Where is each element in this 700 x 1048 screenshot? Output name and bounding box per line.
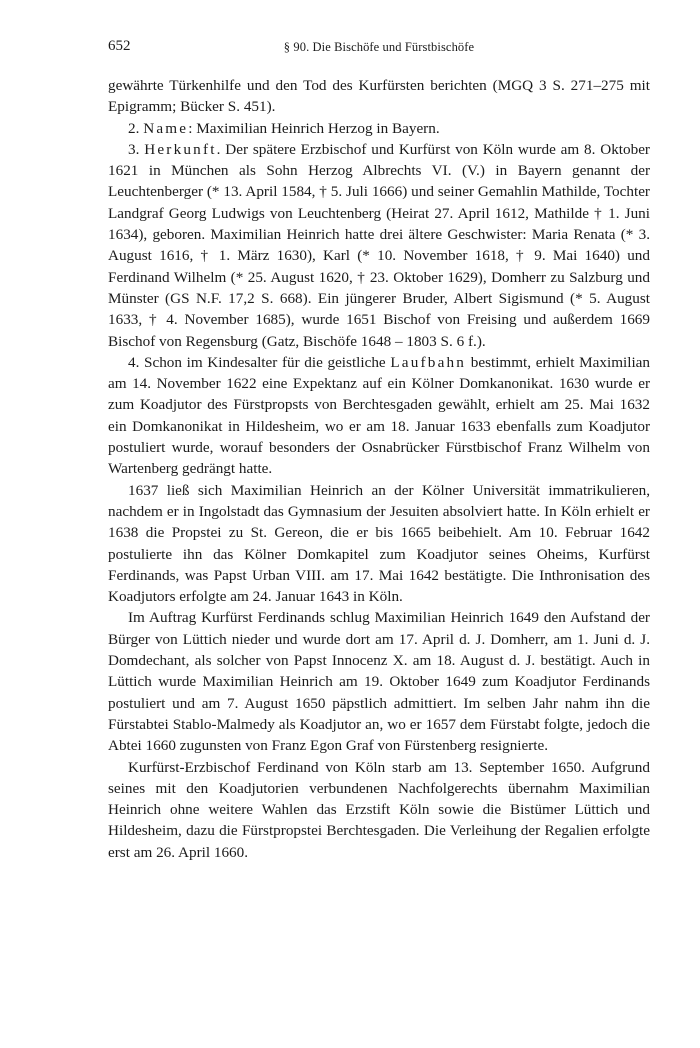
paragraph-text: bestimmt, erhielt Maximilian am 14. November 1622 eine Expektanz auf ein Kölner Domkanonikat. 1630 wurde er zum Koadjutor des Fürstpropsts von Berchtesgaden gewählt, erhielt am 25. Mai 1632 ein Domkanonikat in Hildesheim, wo er am 18. Januar 1633 ebenfalls zum Koadjutor postuliert wurde, worauf besonders der Osnabrücker Fürstbischof Franz Wilhelm von Wartenberg gedrängt hatte. bbox=[108, 353, 651, 478]
running-title: § 90. Die Bischöfe und Fürstbischöfe bbox=[283, 40, 475, 54]
page-number: 652 bbox=[108, 38, 131, 54]
paragraph bbox=[108, 139, 650, 352]
paragraph-text: 3. bbox=[128, 140, 145, 158]
paragraph-text: 2. bbox=[128, 119, 144, 137]
paragraph-text: 4. Schon im Kindesalter für die geistliche bbox=[128, 353, 391, 371]
section-keyword: Herkunft bbox=[144, 140, 217, 158]
paragraph bbox=[108, 75, 650, 118]
paragraph bbox=[108, 480, 650, 608]
paragraph bbox=[108, 757, 650, 863]
paragraph-text: : Maximilian Heinrich Herzog in Bayern. bbox=[188, 119, 440, 137]
paragraph bbox=[108, 118, 650, 139]
section-keyword: Laufbahn bbox=[390, 353, 467, 371]
body-text bbox=[108, 75, 650, 863]
paragraph-text: 1637 ließ sich Maximilian Heinrich an der Kölner Universität immatrikulieren, nachdem er in Ingolstadt das Gymnasium der Jesuiten absolviert hatte. In Köln erhielt er 1638 die Propstei zu St. Gereon, die er bis 1665 beibehielt. Am 10. Februar 1642 postulierte ihn das Kölner Domkapitel zum Koadjutor seines Oheims, Kurfürst Ferdinands, was Papst Urban VIII. am 17. Mai 1642 bestätigte. Die Inthronisation des Koadjutors erfolgte am 24. Januar 1643 in Köln. bbox=[108, 481, 650, 606]
paragraph-text: Im Auftrag Kurfürst Ferdinands schlug Maximilian Heinrich 1649 den Aufstand der Bürger von Lüttich nieder und wurde dort am 17. April d. J. Domherr, am 1. Juni d. J. Domdechant, als solcher von Papst Innocenz X. am 18. August d. J. bestätigt. Auch in Lüttich wurde Maximilian Heinrich am 19. Oktober 1649 zum Koadjutor Ferdinands postuliert und am 7. August 1650 päpstlich admittiert. Im selben Jahr nahm ihn die Fürstabtei Stablo-Malmedy als Koadjutor an, wo er 1657 dem Fürstabt folgte, jedoch die Abtei 1660 zugunsten von Franz Egon Graf von Fürstenberg resignierte. bbox=[108, 609, 650, 755]
paragraph-text: . Der spätere Erzbischof und Kurfürst von Köln wurde am 8. Oktober 1621 in München als Sohn Herzog Albrechts VI. (V.) in Bayern genannt der Leuchtenberger (* 13. April 1584, † 5. Juli 1666) und seiner Gemahlin Mathilde, Tochter Landgraf Georg Ludwigs von Leuchtenberg (Heirat 27. April 1612, Mathilde † 1. Juni 1634), geboren. Maximilian Heinrich hatte drei ältere Geschwister: Maria Renata (* 3. August 1616, † 1. März 1630), Karl (* 10. November 1618, † 9. Mai 1640) und Ferdinand Wilhelm (* 25. August 1620, † 23. Oktober 1629), Domherr zu Salzburg und Münster (GS N.F. 17,2 S. 668). Ein jüngerer Bruder, Albert Sigismund (* 5. August 1633, † 4. November 1685), wurde 1651 Bischof von Freising und außerdem 1669 Bischof von Regensburg (Gatz, Bischöfe 1648 – 1803 S. 6 f.). bbox=[108, 140, 650, 350]
paragraph bbox=[108, 607, 650, 756]
section-keyword: Name bbox=[143, 119, 189, 137]
paragraph-text: Kurfürst-Erzbischof Ferdinand von Köln starb am 13. September 1650. Aufgrund seines mit den Koadjutorien verbundenen Nachfolgerechts übernahm Maximilian Heinrich ohne weitere Wahlen das Erzstift Köln sowie die Bistümer Lüttich und Hildesheim, dazu die Fürstpropstei Berchtesgaden. Die Verleihung der Regalien erfolgte erst am 26. April 1660. bbox=[108, 758, 650, 861]
paragraph-text: gewährte Türkenhilfe und den Tod des Kurfürsten berichten (MGQ 3 S. 271–275 mit Epigramm; Bücker S. 451). bbox=[108, 77, 650, 116]
running-head bbox=[108, 38, 650, 60]
paragraph bbox=[108, 352, 650, 480]
